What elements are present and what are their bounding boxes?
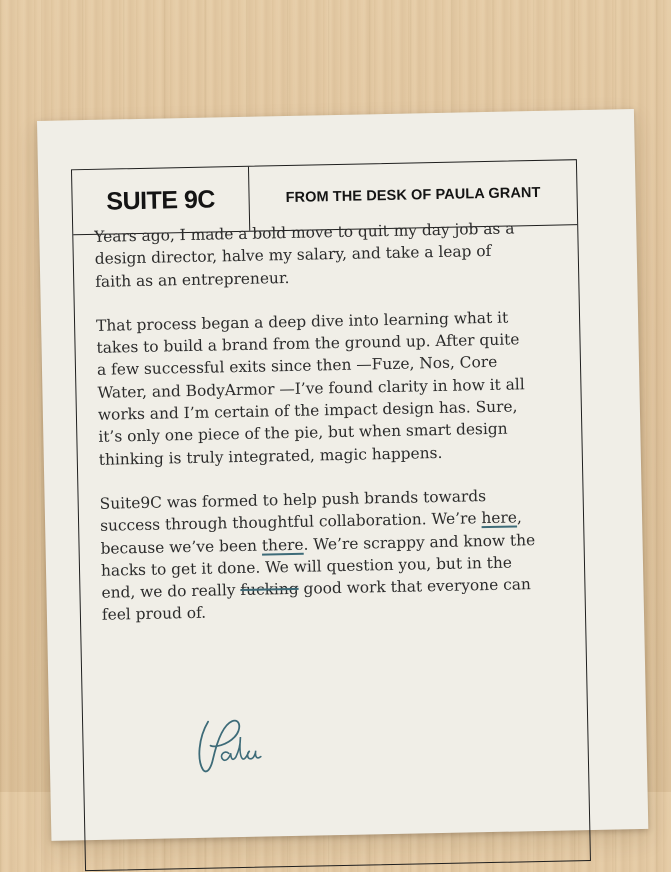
underlined-there: there (261, 535, 304, 555)
paragraph-1: Years ago, I made a bold move to quit my day job as a design director, halve my salary, and take a leap of faith as an entrepreneur. (94, 219, 515, 291)
paragraph-3-text-c: . We’re scrappy and know the hacks to get it done. We will question you, but in the end, we do really (100, 530, 536, 602)
paragraph-3-text-d: good work that everyone can feel proud of. (101, 575, 532, 625)
desk-title: FROM THE DESK OF PAULA GRANT (285, 184, 541, 207)
handwritten-signature-icon (192, 706, 273, 778)
paragraph-3-text-b: , because we’ve been (100, 508, 522, 558)
letter-paper (37, 109, 648, 841)
suite9c-logo: SUITE 9C (106, 184, 216, 216)
struck-word: fucking (240, 580, 299, 600)
underlined-here: here (481, 508, 518, 528)
letter-body (94, 217, 537, 648)
paragraph-3-text-a: Suite9C was formed to help push brands towards success through thoughtful collaboration. We’re (99, 487, 487, 536)
paragraph-3 (99, 484, 537, 626)
paragraph-2: That process began a deep dive into learning what it takes to build a brand from the ground up. After quite a few successful exits since then —Fuze, Nos, Core Water, and BodyArmor —I’ve found clarity in how it all works and I’m certain of the impact design has. Sure, it’s only one piece of the pie, but when smart design thinking is truly integrated, magic happens. (95, 308, 525, 469)
